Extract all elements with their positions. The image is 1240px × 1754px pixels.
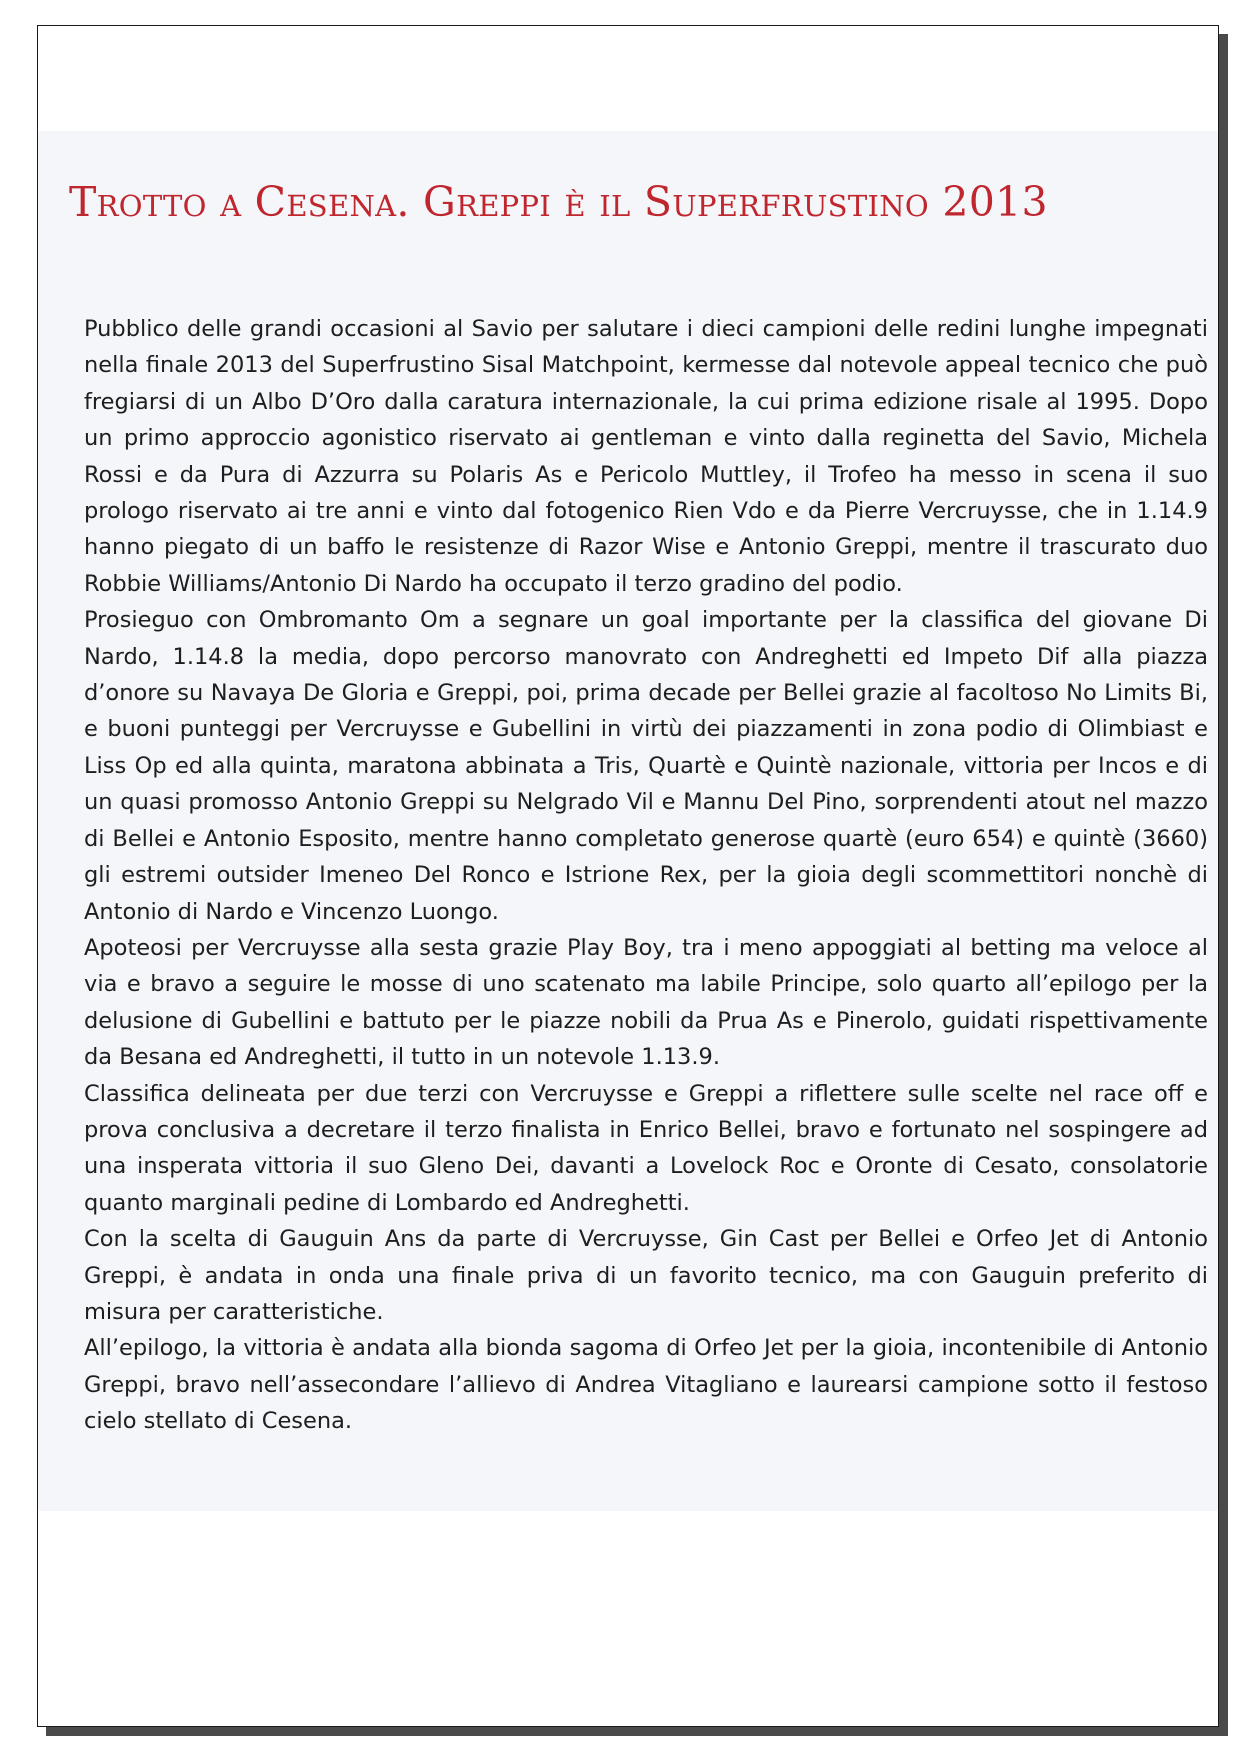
document-page [37, 25, 1219, 1727]
article-paragraph: Prosieguo con Ombromanto Om a segnare un goal importante per la classifica del giovane Di Nardo, 1.14.8 la media, dopo percorso manovrato con Andreghetti ed Impeto Dif alla piazza d’onore su Navaya De Gloria e Greppi, poi, prima decade per Bellei grazie al facoltoso No Limits Bi, e buoni punteggi per Vercruysse e Gubellini in virtù dei piazzamenti in zona podio di Olimbiast e Liss Op ed alla quinta, maratona abbinata a Tris, Quartè e Quintè nazionale, vittoria per Incos e di un quasi promosso Antonio Greppi su Nelgrado Vil e Mannu Del Pino, sorprendenti atout nel mazzo di Bellei e Antonio Esposito, mentre hanno completato generose quartè (euro 654) e quintè (3660) gli estremi outsider Imeneo Del Ronco e Istrione Rex, per la gioia degli scommettitori nonchè di Antonio di Nardo e Vincenzo Luongo. [84, 607, 1208, 925]
article-title: Trotto a Cesena. Greppi è il Superfrustino 2013 [69, 178, 1048, 226]
article-paragraph: Pubblico delle grandi occasioni al Savio per salutare i dieci campioni delle redini lunghe impegnati nella finale 2013 del Superfrustino Sisal Matchpoint, kermesse dal notevole appeal tecnico che può fregiarsi di un Albo D’Oro dalla caratura internazionale, la cui prima edizione risale al 1995. Dopo un primo approccio agonistico riservato ai gentleman e vinto dalla reginetta del Savio, Michela Rossi e da Pura di Azzurra su Polaris As e Pericolo Muttley, il Trofeo ha messo in scena il suo prologo riservato ai tre anni e vinto dal fotogenico Rien Vdo e da Pierre Vercruysse, che in 1.14.9 hanno piegato di un baffo le resistenze di Razor Wise e Antonio Greppi, mentre il trascurato duo Robbie Williams/Antonio Di Nardo ha occupato il terzo gradino del podio. [84, 316, 1208, 597]
article-paragraph: All’epilogo, la vittoria è andata alla bionda sagoma di Orfeo Jet per la gioia, incontenibile di Antonio Greppi, bravo nell’assecondare l’allievo di Andrea Vitagliano e laurearsi campione sotto il festoso cielo stellato di Cesena. [84, 1335, 1208, 1435]
article-body [84, 311, 1208, 1440]
article-paragraph: Classifica delineata per due terzi con Vercruysse e Greppi a riflettere sulle scelte nel race off e prova conclusiva a decretare il terzo finalista in Enrico Bellei, bravo e fortunato nel sospingere ad una insperata vittoria il suo Gleno Dei, davanti a Lovelock Roc e Oronte di Cesato, consolatorie quanto marginali pedine di Lombardo ed Andreghetti. [84, 1080, 1208, 1216]
article-paragraph: Con la scelta di Gauguin Ans da parte di Vercruysse, Gin Cast per Bellei e Orfeo Jet di Antonio Greppi, è andata in onda una finale priva di un favorito tecnico, ma con Gauguin preferito di misura per caratteristiche. [84, 1226, 1208, 1325]
article-paragraph: Apoteosi per Vercruysse alla sesta grazie Play Boy, tra i meno appoggiati al betting ma veloce al via e bravo a seguire le mosse di uno scatenato ma labile Principe, solo quarto all’epilogo per la delusione di Gubellini e battuto per le piazze nobili da Prua As e Pinerolo, guidati rispettivamente da Besana ed Andreghetti, il tutto in un notevole 1.13.9. [84, 934, 1208, 1071]
